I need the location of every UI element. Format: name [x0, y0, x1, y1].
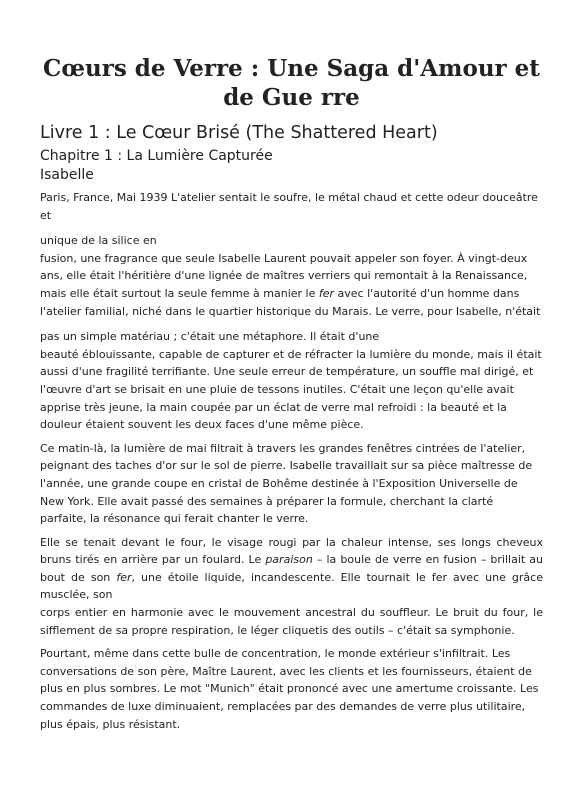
paragraph-3-line-a-tail: , une étoile liquide, incandescente. Elle tournait le fer avec une grâce musclée, son — [40, 570, 543, 602]
paragraph-1-line-c: fusion, une fragrance que seule Isabelle Laurent pouvait appeler son foyer. À vingt-deux ans, elle était l'héritière d'une lignée de maîtres verriers qui remontait à la Renaissance, mais elle était surtout la seule femme à manier le — [40, 251, 528, 300]
paragraph-3-line-b: corps entier en harmonie avec le mouvement ancestral du souffleur. Le bruit du four, le sifflement de sa propre respiration, le léger cliquetis des outils – c'était sa symphonie. — [40, 606, 543, 637]
chapter-heading: Chapitre 1 : La Lumière Capturée — [40, 148, 273, 164]
paragraph-2-text: Ce matin-là, la lumière de mai filtrait à travers les grandes fenêtres cintrées de l'atelier, peignant des taches d'or sur le sol de pierre. Isabelle travaillait sur sa pièce maîtresse de l'année, une grande coupe en cristal de Bohême destinée à l'Exposition Universelle de New York. Elle avait passé des semaines à préparer la formule, cherchant la clarté parfaite, la résonance qui ferait chanter le verre. — [40, 441, 533, 526]
paragraph-2 — [40, 440, 543, 528]
paragraph-3-emphasis-2: fer — [116, 570, 132, 584]
paragraph-3-emphasis: paraison — [265, 553, 313, 567]
character-heading: Isabelle — [40, 167, 94, 183]
paragraph-1-line-e: beauté éblouissante, capable de capturer et de réfracter la lumière du monde, mais il était aussi d'une fragilité terrifiante. Une seule erreur de température, un souffle mal dirigé, et l'œuvre d'art se brisait en une pluie de tessons inutiles. C'était une leçon qu'elle avait apprise très jeune, la main coupée par un éclat de verre mal refroidi : la beauté et la douleur étaient souvent les deux faces d'une même pièce. — [40, 347, 542, 432]
paragraph-4 — [40, 645, 543, 733]
paragraph-1 — [40, 189, 543, 434]
paragraph-gap — [40, 224, 543, 232]
paragraph-1-line-b: unique de la silice en — [40, 234, 157, 248]
document-title: Cœurs de Verre : Une Saga d'Amour et de Gue rre — [43, 55, 540, 111]
paragraph-1-emphasis: fer — [318, 286, 335, 300]
paragraph-1-line-a: Paris, France, Mai 1939 L'atelier sentait le soufre, le métal chaud et cette odeur douceâtre et — [40, 191, 538, 222]
paragraph-3-line-a-mid: – la boule de verre en fusion – brillait au bout de son — [40, 553, 543, 584]
book-heading: Livre 1 : Le Cœur Brisé (The Shattered Heart) — [40, 123, 438, 143]
paragraph-1-line-c-tail: avec l'autorité d'un homme dans l'atelier familial, niché dans le quartier historique du Marais. Le verre, pour Isabelle, n'était — [40, 286, 541, 318]
paragraph-gap — [40, 320, 543, 328]
document-page — [40, 54, 543, 739]
paragraph-1-line-d: pas un simple matériau ; c'était une métaphore. Il était d'une — [40, 330, 380, 344]
paragraph-3-line-a: Elle se tenait devant le four, le visage rougi par la chaleur intense, ses longs cheveux bruns tirés en arrière par un foulard. Le — [40, 535, 543, 567]
paragraph-3 — [40, 534, 543, 640]
paragraph-4-text: Pourtant, même dans cette bulle de concentration, le monde extérieur s'infiltrait. Les conversations de son père, Maître Laurent, avec les clients et les fournisseurs, étaient de plus en plus sombres. Le mot "Munich" était prononcé avec une amertume croissante. Les commandes de luxe diminuaient, remplacées par des demandes de verre plus utilitaire, plus épais, plus résistant. — [40, 647, 539, 731]
